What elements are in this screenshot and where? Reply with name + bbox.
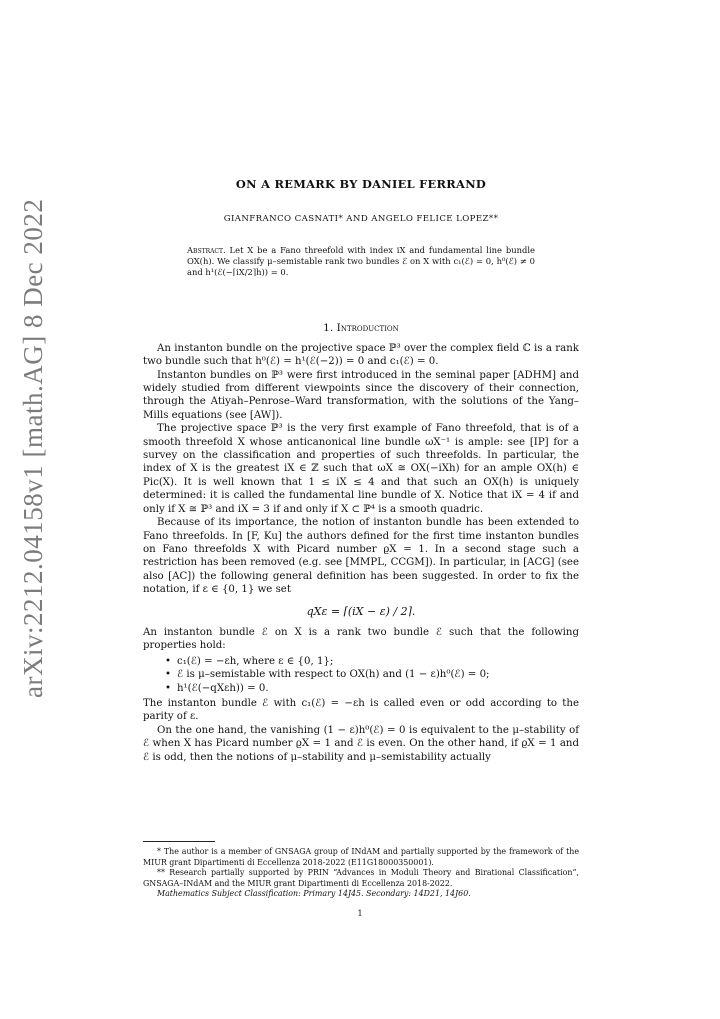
abstract-label: Abstract. (187, 244, 226, 255)
paper-authors: GIANFRANCO CASNATI* AND ANGELO FELICE LOPEZ** (223, 214, 499, 225)
parity-remark: The instanton bundle ℰ with c₁(ℰ) = −εh is called even or odd according to the parity of ε. (143, 697, 579, 723)
list-item: • ℰ is μ–semistable with respect to OX(h) and (1 − ε)h⁰(ℰ) = 0; (165, 668, 579, 681)
property-list (143, 655, 579, 695)
list-item: • c₁(ℰ) = −εh, where ε ∈ {0, 1}; (165, 655, 579, 668)
arxiv-identifier: arXiv:2212.04158v1 [math.AG] 8 Dec 2022 (18, 198, 48, 698)
abstract-text: Let X be a Fano threefold with index iX and fundamental line bundle OX(h). We classify μ–semistable rank two bundles ℰ on X with c₁(ℰ) = 0, h⁰(ℰ) ≠ 0 and h¹(ℰ(−⌈iX/2⌉h)) = 0. (187, 244, 535, 278)
paragraph-3: The projective space ℙ³ is the very first example of Fano threefold, that is of a smooth threefold X whose anticanonical line bundle ωX⁻¹ is ample: see [IP] for a survey on the classification and properties of such threefolds. In particular, the index of X is the greatest iX ∈ ℤ such that ωX ≅ OX(−iXh) for an ample OX(h) ∈ Pic(X). It is well known that 1 ≤ iX ≤ 4 and that such an OX(h) is uniquely determined: it is called the fundamental line bundle of X. Notice that iX = 4 if and only if X ≅ ℙ³ and iX = 3 if and only if X ⊂ ℙ⁴ is a smooth quadric. (143, 423, 579, 515)
footnote-2: ** Research partially supported by PRIN “Advances in Moduli Theory and Birational Classification”, GNSAGA–INdAM and the MIUR grant Dipartimenti di Eccellenza 2018-2022. (143, 868, 579, 888)
page-number: 1 (357, 908, 363, 918)
footnote-rule (143, 841, 215, 842)
abstract (187, 245, 535, 279)
footnotes (143, 847, 579, 900)
paragraph-last: On the one hand, the vanishing (1 − ε)h⁰(ℰ) = 0 is equivalent to the μ–stability of ℰ when X has Picard number ϱX = 1 and ℰ is even. On the other hand, if ϱX = 1 and ℰ is odd, then the notions of μ–stability and μ–semistability actually (143, 724, 579, 763)
paragraph-1: An instanton bundle on the projective space ℙ³ over the complex field ℂ is a rank two bundle such that h⁰(ℰ) = h¹(ℰ(−2)) = 0 and c₁(ℰ) = 0. (143, 342, 579, 368)
footnote-1: * The author is a member of GNSAGA group of INdAM and partially supported by the framework of the MIUR grant Dipartimenti di Eccellenza 2018-2022 (E11G18000350001). (143, 847, 579, 867)
footnote-msc: Mathematics Subject Classification: Primary 14J45. Secondary: 14D21, 14J60. (157, 889, 471, 899)
display-equation: qXε = ⌈(iX − ε) / 2⌉. (306, 604, 416, 618)
section-heading: 1. Introduction (323, 322, 399, 335)
paper-title: ON A REMARK BY DANIEL FERRAND (235, 177, 487, 191)
paragraph-4: Because of its importance, the notion of instanton bundle has been extended to Fano threefolds. In [F, Ku] the authors defined for the first time instanton bundles on Fano threefolds X with Picard number ϱX = 1. In a second stage such a restriction has been removed (e.g. see [MMPL, CCGM]). In particular, in [ACG] (see also [AC]) the following general definition has been suggested. In order to fix the notation, if ε ∈ {0, 1} we set (143, 517, 579, 596)
definition-text: An instanton bundle ℰ on X is a rank two bundle ℰ such that the following properties hold: (143, 626, 579, 652)
list-item: • h¹(ℰ(−qXεh)) = 0. (165, 682, 579, 695)
main-content (143, 178, 579, 764)
paragraph-2: Instanton bundles on ℙ³ were first introduced in the seminal paper [ADHM] and widely studied from different viewpoints since the discovery of their connection, through the Atiyah–Penrose–Ward transformation, with the solutions of the Yang–Mills equations (see [AW]). (143, 369, 579, 421)
